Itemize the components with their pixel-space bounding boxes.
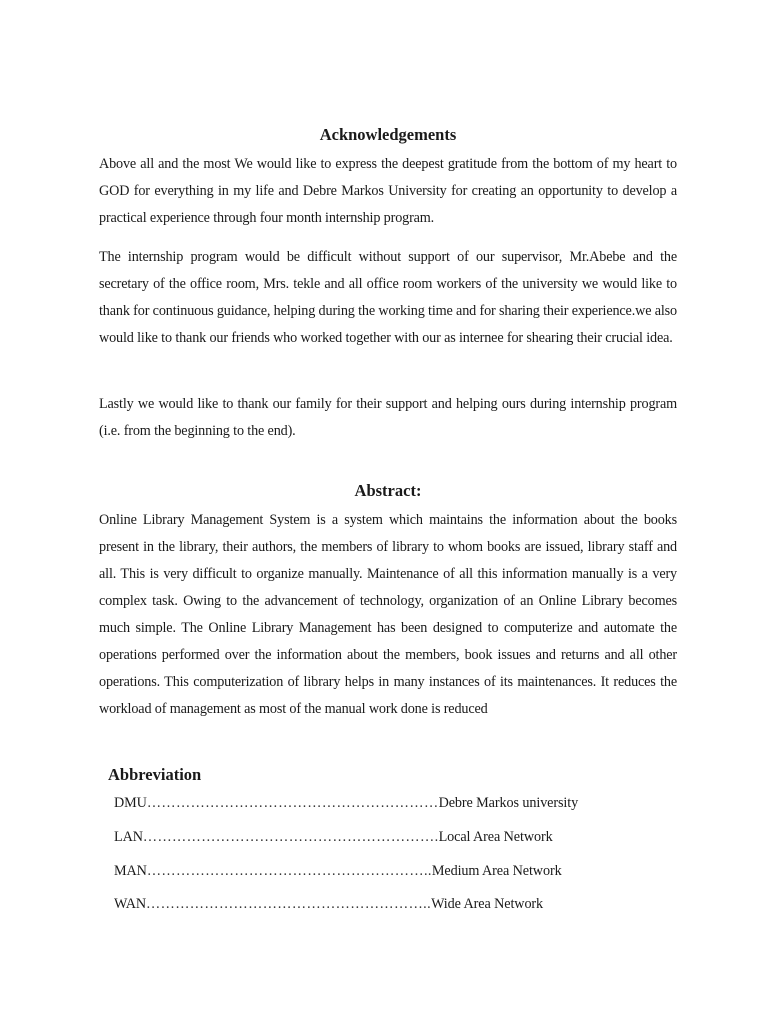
- abbreviation-term: MAN: [114, 863, 147, 879]
- abbreviation-row-wan: [114, 896, 543, 913]
- abbreviation-term: WAN: [114, 896, 147, 912]
- abbreviation-meaning: Medium Area Network: [431, 863, 562, 879]
- leader-dots: ……………………………………………………: [146, 795, 439, 811]
- abbreviation-meaning: Debre Markos university: [438, 795, 579, 811]
- abbreviation-meaning: Wide Area Network: [431, 896, 544, 912]
- acknowledgements-paragraph-3: Lastly we would like to thank our family for their support and helping ours during internship program (i.e. from the beginning to the end).: [99, 396, 677, 439]
- abbreviation-term: DMU: [114, 795, 147, 811]
- abbreviation-row-dmu: [114, 795, 578, 812]
- abstract-heading: Abstract:: [354, 481, 422, 500]
- leader-dots: …………………………………………………..: [146, 863, 432, 879]
- acknowledgements-paragraph-1: Above all and the most We would like to express the deepest gratitude from the bottom of my heart to GOD for everything in my life and Debre Markos University for creating an opportunity to develop a practical experience through four month internship program.: [99, 156, 677, 226]
- abbreviation-row-man: [114, 863, 562, 880]
- acknowledgements-heading: Acknowledgements: [319, 125, 457, 144]
- abbreviation-row-lan: [114, 829, 553, 846]
- acknowledgements-paragraph-2: The internship program would be difficult without support of our supervisor, Mr.Abebe and the secretary of the office room, Mrs. tekle and all office room workers of the university we would like to thank for continuous guidance, helping during the working time and for sharing their experience.we also would like to thank our friends who worked together with our as internee for shearing their crucial idea.: [99, 249, 677, 346]
- abbreviation-heading: Abbreviation: [108, 765, 202, 784]
- abbreviation-meaning: Local Area Network: [438, 829, 553, 845]
- leader-dots: …………………………………………………….: [142, 829, 439, 845]
- leader-dots: …………………………………………………..: [146, 896, 432, 912]
- abbreviation-term: LAN: [114, 829, 143, 845]
- abstract-paragraph: Online Library Management System is a system which maintains the information about the books present in the library, their authors, the members of library to whom books are issued, library staff and all. This is very difficult to organize manually. Maintenance of all this information manually is a very complex task. Owing to the advancement of technology, organization of an Online Library becomes much simple. The Online Library Management has been designed to computerize and automate the operations performed over the information about the members, book issues and returns and all other operations. This computerization of library helps in many instances of its maintenances. It reduces the workload of management as most of the manual work done is reduced: [99, 512, 677, 717]
